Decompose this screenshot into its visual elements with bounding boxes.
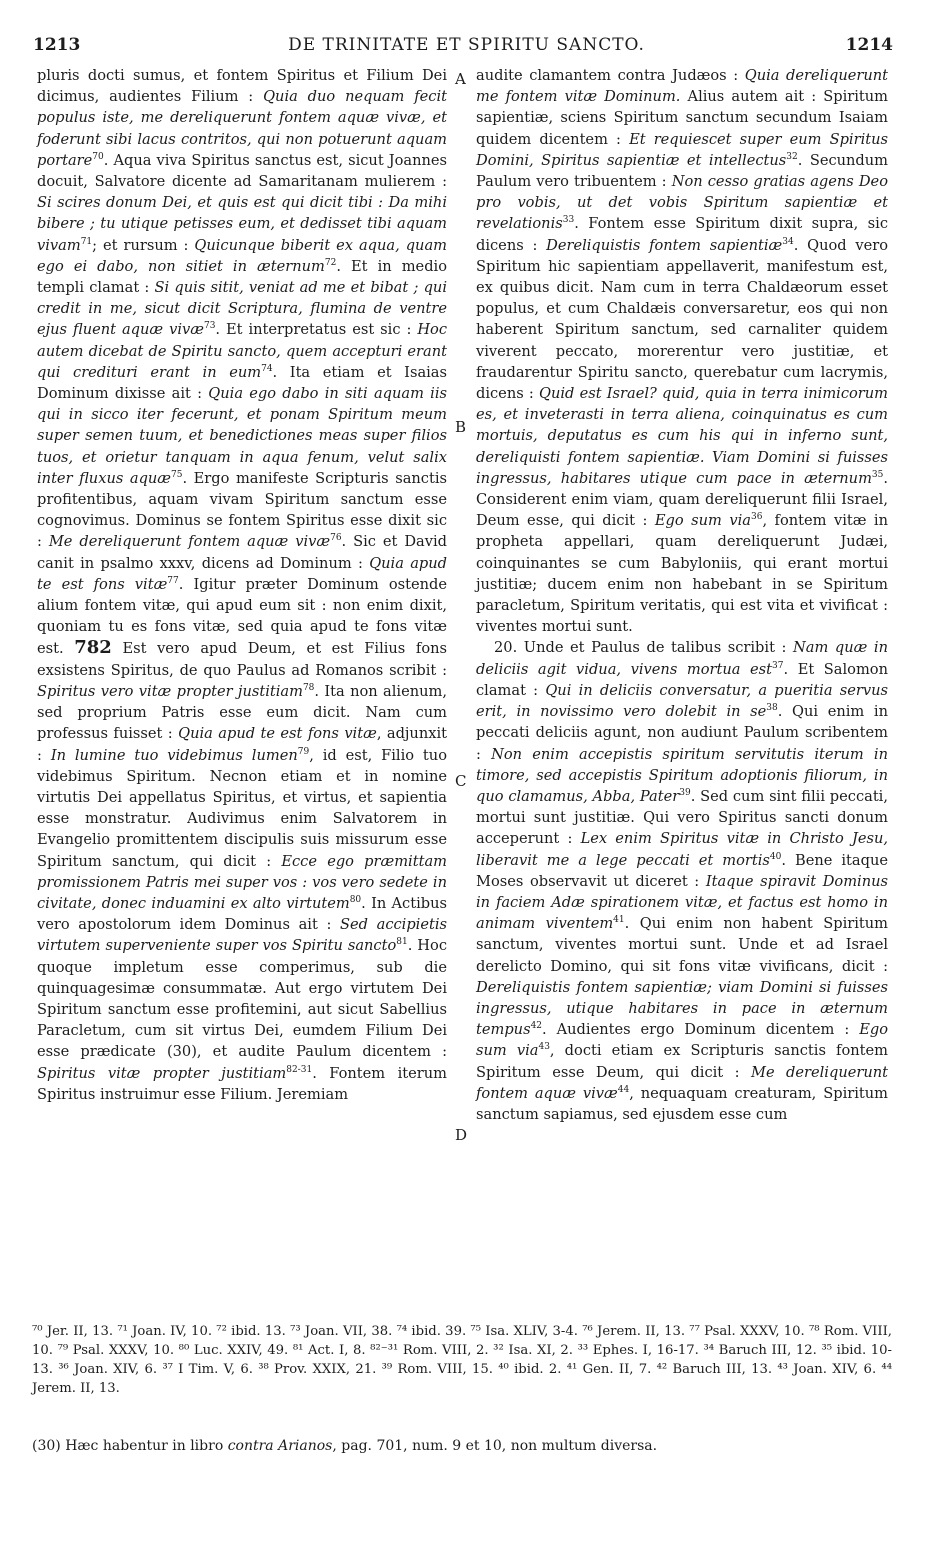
running-title: DE TRINITATE ET SPIRITU SANCTO. (288, 35, 645, 55)
paragraph: 20. Unde et Paulus de talibus scribit : Nam quæ in deliciis agit vidua, vivens mortua est$^{37}$. Et Salomon clamat : Qui in deliciis conversatur, a pueritia servus erit, in novissimo vero dolebit in se$^{38}$. Qui enim in peccati deliciis agunt, non audiunt Paulum scribentem : Non enim accepistis spiritum servitutis iterum in timore, sed accepistis Spiritum adoptionis filiorum, in quo clamamus, Abba, Pater$^{39}$. Sed cum sint filii peccati, mortui sunt justitiæ. Qui vero Spiritus sancti donum acceperunt : Lex enim Spiritus vitæ in Christo Jesu, liberavit me a lege peccati et mortis$^{40}$. Bene itaque Moses observavit ut diceret : Itaque spiravit Dominus in faciem Adæ spirationem vitæ, et factus est homo in animam viventem$^{41}$. Qui enim non habent Spiritum sanctum, viventes mortui sunt. Unde et ad Israel derelicto Domino, qui sit fons vitæ vivificans, dicit : Dereliquistis fontem sapientiæ; viam Domini si fuisses ingressus, utique habitares in pace in æternum tempus$^{42}$. Audientes ergo Dominum dicentem : Ego sum via$^{43}$, docti etiam ex Scripturis sanctis fontem Spiritum esse Deum, qui dicit : Me dereliquerunt fontem aquæ vivæ$^{44}$, nequaquam creaturam, Spiritum sanctum sapiamus, sed ejusdem esse cum (476, 639, 889, 1123)
paragraph: audite clamantem contra Judæos : Quia dereliquerunt me fontem vitæ Dominum. Alius autem ait : Spiritum sapientiæ, sciens Spiritum sanctum secundum Isaiam quidem dicentem : Et requiescet super eum Spiritus Domini, Spiritus sapientiæ et intellectus$^{32}$. Secundum Paulum vero tribuentem : Non cesso gratias agens Deo pro vobis, ut det vobis Spiritum sapientiæ et revelationis$^{33}$. Fontem esse Spiritum dixit supra, sic dicens : Dereliquistis fontem sapientiæ$^{34}$. Quod vero Spiritum hic sapientiam appellaverit, manifestum est, ex quibus dicit. Nam cum in terra Chaldæorum esset populus, et cum Chaldæis conversaretur, eos qui non haberent Spiritum sanctum, sed carnaliter quidem viverent peccato, morerentur vero justitiæ, et fraudarentur Spiritu sancto, querebatur cum lacrymis, dicens : Quid est Israel? quid, quia in terra inimicorum es, et inveterasti in terra aliena, coinquinatus es cum mortuis, deputatus es cum his qui in inferno sunt, dereliquisti fontem sapientiæ. Viam Domini si fuisses ingressus, habitares utique cum pace in æternum$^{35}$. Considerent enim viam, quam dereliquerunt filii Israel, Deum esse, qui dicit : Ego sum via$^{36}$, fontem vitæ in propheta appellari, quam dereliquerunt Judæi, coinquinantes se cum Babyloniis, qui erant mortui justitiæ; ducem enim non habebant in se Spiritum paracletum, Spiritum veritatis, qui est vita et vivificat : viventes mortui sunt. (476, 67, 889, 636)
margin-marker-c: C (455, 772, 467, 790)
left-column (37, 65, 447, 1105)
page-number-right: 1214 (845, 35, 893, 55)
paragraph: pluris docti sumus, et fontem Spiritus et Filium Dei dicimus, audientes Filium : Quia duo nequam fecit populus iste, me dereliquerunt fontem aquæ vivæ, et foderunt sibi lacus contritos, qui non potuerunt aquam portare$^{70}$. Aqua viva Spiritus sanctus est, sicut Joannes docuit, Salvatore dicente ad Samaritanam mulierem : Si scires donum Dei, et quis est qui dicit tibi : Da mihi bibere ; tu utique petisses eum, et dedisset tibi aquam vivam$^{71}$; et rursum : Quicunque biberit ex aqua, quam ego ei dabo, non sitiet in æternum$^{72}$. Et in medio templi clamat : Si quis sitit, veniat ad me et bibat ; qui credit in me, sicut dicit Scriptura, flumina de ventre ejus fluent aquæ vivæ$^{73}$. Et interpretatus est sic : Hoc autem dicebat de Spiritu sancto, quem accepturi erant qui credituri erant in eum$^{74}$. Ita etiam et Isaias Dominum dixisse ait : Quia ego dabo in siti aquam iis qui in sicco iter fecerunt, et ponam Spiritum meum super semen tuum, et benedictiones meas super filios tuos, et orietur tanquam in aqua fenum, velut salix inter fluxus aquæ$^{75}$. Ergo manifeste Scripturis sanctis profitentibus, aquam vivam Spiritum sanctum esse cognovimus. Dominus se fontem Spiritus esse dixit sic : Me dereliquerunt fontem aquæ vivæ$^{76}$. Sic et David canit in psalmo xxxv, dicens ad Dominum : Quia apud te est fons vitæ$^{77}$. Igitur præter Dominum ostende alium fontem vitæ, qui apud eum sit : non enim dixit, quoniam tu es fons vitæ, sed quia apud te fons vitæ est. 782 Est vero apud Deum, et est Filius fons exsistens Spiritus, de quo Paulus ad Romanos scribit : Spiritus vero vitæ propter justitiam$^{78}$. Ita non alienum, sed proprium Patris esse eum dicit. Nam cum professus fuisset : Quia apud te est fons vitæ, adjunxit : In lumine tuo videbimus lumen$^{79}$, id est, Filio tuo videbimus Spiritum. Necnon etiam et in nomine virtutis Dei appellatus Spiritus, et virtus, et sapientia esse monstratur. Audivimus enim Salvatorem in Evangelio promittentem discipulis suis missurum esse Spiritum sanctum, qui dicit : Ecce ego præmittam promissionem Patris mei super vos : vos vero sedete in civitate, donec induamini ex alto virtutem$^{80}$. In Actibus vero apostolorum idem Dominus ait : Sed accipietis virtutem superveniente super vos Spiritu sancto$^{81}$. Hoc quoque impletum esse comperimus, sub die quinquagesimæ consummatæ. Aut ergo virtutem Dei Spiritum sanctum esse profitemini, aut sicut Sabellius Paracletum, cum sit virtus Dei, eumdem Filium Dei esse prædicate (30), et audite Paulum dicentem : Spiritus vitæ propter justitiam$^{82-31}$. Fontem iterum Spiritus instruimur esse Filium. Jeremiam (37, 67, 448, 1103)
margin-marker-a: A (455, 70, 466, 88)
editor-footnote-30: (30) Hæc habentur in libro contra Arianos, pag. 701, num. 9 et 10, non multum diversa. (32, 1438, 658, 1454)
right-column (476, 65, 888, 1125)
page-number-left: 1213 (33, 35, 81, 55)
running-header (0, 32, 933, 60)
margin-marker-d: D (455, 1126, 468, 1144)
margin-marker-b: B (455, 418, 467, 436)
column-number-782: 782 (74, 637, 112, 659)
scripture-footnotes: ⁷⁰ Jer. II, 13. ⁷¹ Joan. IV, 10. ⁷² ibid. 13. ⁷³ Joan. VII, 38. ⁷⁴ ibid. 39. ⁷⁵ Isa. XLIV, 3-4. ⁷⁶ Jerem. II, 13. ⁷⁷ Psal. XXXV, 10. ⁷⁸ Rom. VIII, 10. ⁷⁹ Psal. XXXV, 10. ⁸⁰ Luc. XXIV, 49. ⁸¹ Act. I, 8. ⁸²⁻³¹ Rom. VIII, 2. ³² Isa. XI, 2. ³³ Ephes. I, 16-17. ³⁴ Baruch III, 12. ³⁵ ibid. 10-13. ³⁶ Joan. XIV, 6. ³⁷ I Tim. V, 6. ³⁸ Prov. XXIX, 21. ³⁹ Rom. VIII, 15. ⁴⁰ ibid. 2. ⁴¹ Gen. II, 7. ⁴² Baruch III, 13. ⁴³ Joan. XIV, 6. ⁴⁴ Jerem. II, 13. (32, 1324, 892, 1396)
